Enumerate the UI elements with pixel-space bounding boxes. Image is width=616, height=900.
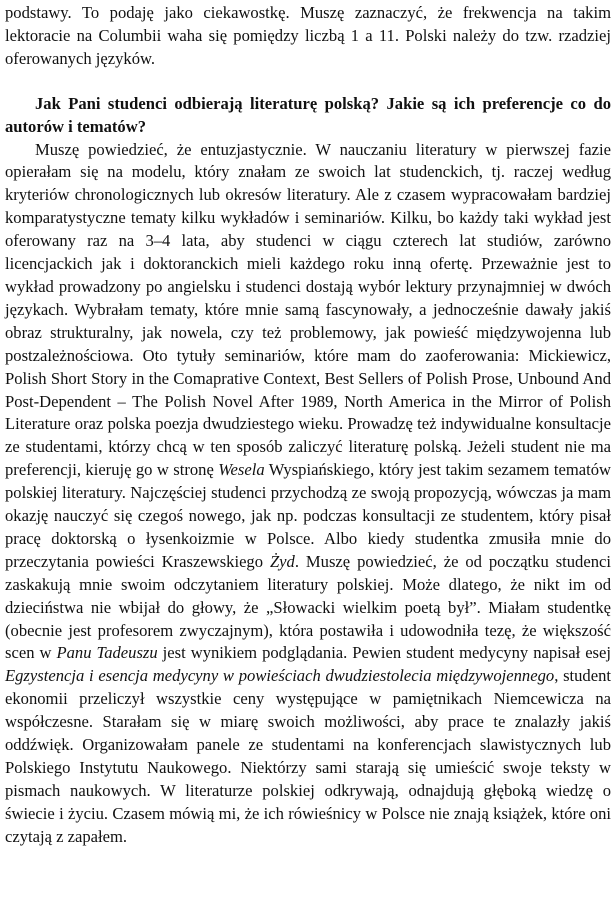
title-pan-tadeusz: Panu Tadeuszu <box>56 643 158 663</box>
title-wesela: Wesela <box>218 460 265 480</box>
answer-text-part-5: , student ekonomii przeliczył wszystkie ceny występujące w pamiętnikach Niemcewicza na współczesne. Starałam się w miarę swoich możliwości, aby prace te znalazły jakiś oddźwięk. Organizowałam panele ze studentami na konferencjach slawistycznych lub Polskiego Instytutu Naukowego. Niektórzy sami starają się umieścić swoje teksty w pismach naukowych. W literaturze polskiej odkrywają, odnajdują głęboką wiedzę o świecie i życiu. Czasem mówią mi, że ich rówieśnicy w Polsce nie znają książek, które oni czytają z zapałem. <box>5 666 611 846</box>
paragraph-spacer <box>5 71 611 93</box>
document-page <box>5 2 611 849</box>
title-essay: Egzystencja i esencja medycyny w powieściach dwudziestolecia międzywojennego <box>5 666 555 686</box>
answer-text-part-1: Muszę powiedzieć, że entuzjastycznie. W nauczaniu literatury w pierwszej fazie opierałam się na modelu, który znałam ze swoich lat studenckich, tj. raczej według kryteriów chronologicznych lub okresów literatury. Ale z czasem wypracowałam bardziej komparatystyczne tematy kilku wykładów i seminariów. Kilku, bo każdy taki wykład jest oferowany raz na 3–4 lata, aby studenci w ciągu czterech lat studiów, zarówno licencjackich jak i doktoranckich mieli każdego roku inną ofertę. Przeważnie jest to wykład prowadzony po angielsku i studenci dostają wybór lektury przynajmniej w dwóch językach. Wybrałam tematy, które mnie samą fascynowały, a jednocześnie dawały jakiś obraz strukturalny, jak nowela, czy też problemowy, jak powieść międzywojenna lub postzależnościowa. Oto tytuły seminariów, które mam do zaoferowania: Mickiewicz, Polish Short Story in the Comaprative Context, Best Sellers of Polish Prose, Unbound And Post-Dependent – The Polish Novel After 1989, North America in the Mirror of Polish Literature oraz polska poezja dwudziestego wieku. Prowadzę też indywidualne konsultacje ze studentami, którzy chcą w ten sposób zaliczyć literaturę polską. Jeżeli student nie ma preferencji, kieruję go w stronę <box>5 139 611 480</box>
intro-paragraph <box>5 2 611 71</box>
question-text: Jak Pani studenci odbierają literaturę polską? Jakie są ich preferencje co do autorów i tematów? <box>5 93 611 136</box>
title-zyd: Żyd <box>269 551 295 571</box>
answer-text-part-2: Wyspiańskiego, który jest takim sezamem tematów polskiej literatury. Najczęściej studenci przychodzą ze swoją propozycją, wówczas ja mam okazję nauczyć się czegoś nowego, jak np. podczas konsultacji ze studentem, który pisał pracę doktorską o łysenkoizmie w Polsce. Albo kiedy studentka zmusiła mnie do przeczytania powieści Kraszewskiego <box>5 460 611 571</box>
intro-text: podstawy. To podaję jako ciekawostkę. Muszę zaznaczyć, że frekwencja na takim lektoracie na Columbii waha się pomiędzy liczbą 1 a 11. Polski należy do tzw. rzadziej oferowanych języków. <box>5 3 611 68</box>
interview-question <box>5 93 611 139</box>
interview-answer <box>5 139 611 849</box>
answer-text-part-4: jest wynikiem podglądania. Pewien student medycyny napisał esej <box>157 643 611 663</box>
answer-text-part-3: . Muszę powiedzieć, że od początku studenci zaskakują mnie swoim odczytaniem literatury polskiej. Może dlatego, że nikt im od dzieciństwa nie wbijał do głowy, że „Słowacki wielkim poetą był”. Miałam studentkę (obecnie jest profesorem zwyczajnym), która postawiła i udowodniła tezę, że większość scen w <box>5 551 611 663</box>
